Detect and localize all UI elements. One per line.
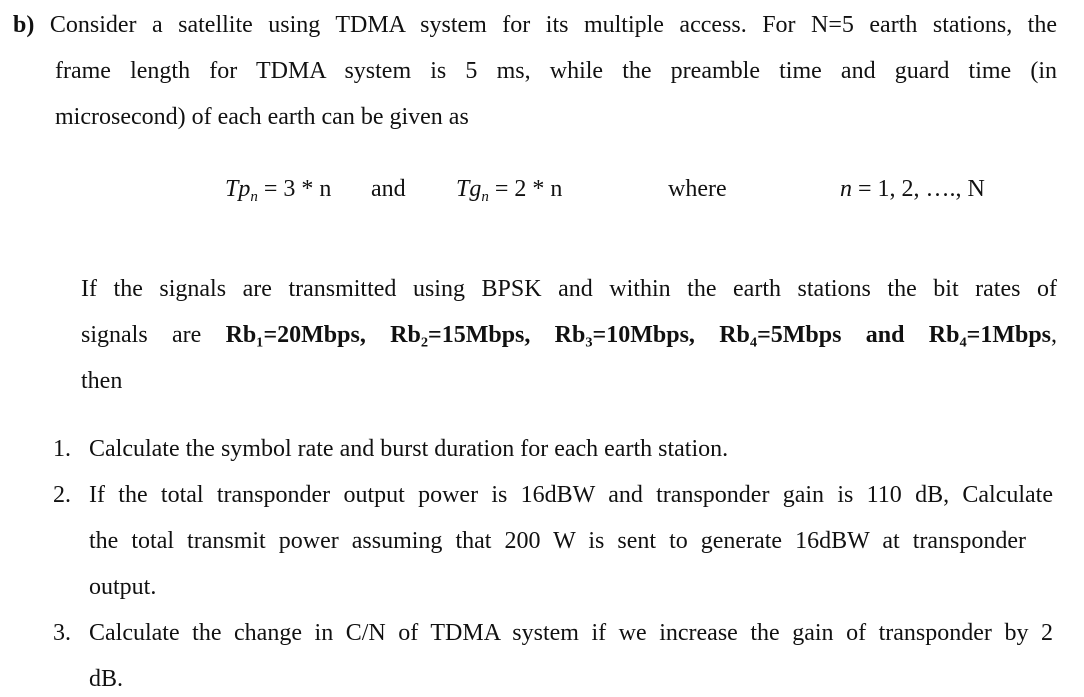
- bit-rates-comma: ,: [1051, 322, 1058, 348]
- preamble-time-formula: $Tp_n = 3 * n$: [225, 176, 332, 205]
- signals-line-1: If the signals are transmitted using BPSK and within the earth stations the bit rates of: [81, 276, 1057, 302]
- intro-line-1: [13, 12, 1057, 39]
- n-range-formula: n = 1, 2, …., N: [840, 176, 985, 202]
- item-line: dB.: [89, 666, 124, 692]
- question-label: b): [13, 12, 35, 38]
- n-range-values: = 1, 2, …., N: [858, 176, 985, 202]
- signals-line-3: then: [81, 368, 123, 394]
- signals-line-2: [81, 322, 1057, 349]
- item-number: 3.: [53, 620, 71, 646]
- item-number: 2.: [53, 482, 71, 508]
- and-word: and: [371, 176, 406, 202]
- item-line: Calculate the symbol rate and burst duration for each earth station.: [89, 436, 729, 462]
- where-word: where: [668, 176, 727, 202]
- guard-time-formula: $Tg_n = 2 * n$: [456, 176, 563, 205]
- item-line: Calculate the change in C/N of TDMA system if we increase the gain of transponder by 2: [89, 620, 1053, 646]
- item-line: the total transmit power assuming that 200 W is sent to generate 16dBW at transponder: [89, 528, 1026, 554]
- intro-line-2: frame length for TDMA system is 5 ms, while the preamble time and guard time (in: [55, 58, 1057, 84]
- signals-prefix: signals are: [81, 322, 202, 348]
- tp-rhs: = 3 * n: [263, 176, 332, 202]
- intro-line-3: microsecond) of each earth can be given as: [55, 104, 469, 130]
- tg-rhs: = 2 * n: [494, 176, 563, 202]
- bit-rates: Rb₁=20Mbps, Rb₂=15Mbps, Rb₃=10Mbps, Rb₄=5Mbps and Rb₄=1Mbps,: [225, 322, 1058, 348]
- item-number: 1.: [53, 436, 71, 462]
- item-line: output.: [89, 574, 157, 600]
- equation-row: [0, 172, 1084, 212]
- item-line: If the total transponder output power is 16dBW and transponder gain is 110 dB, Calculate: [89, 482, 1053, 508]
- intro-text-1: Consider a satellite using TDMA system for its multiple access. For N=5 earth stations, the: [49, 12, 1057, 38]
